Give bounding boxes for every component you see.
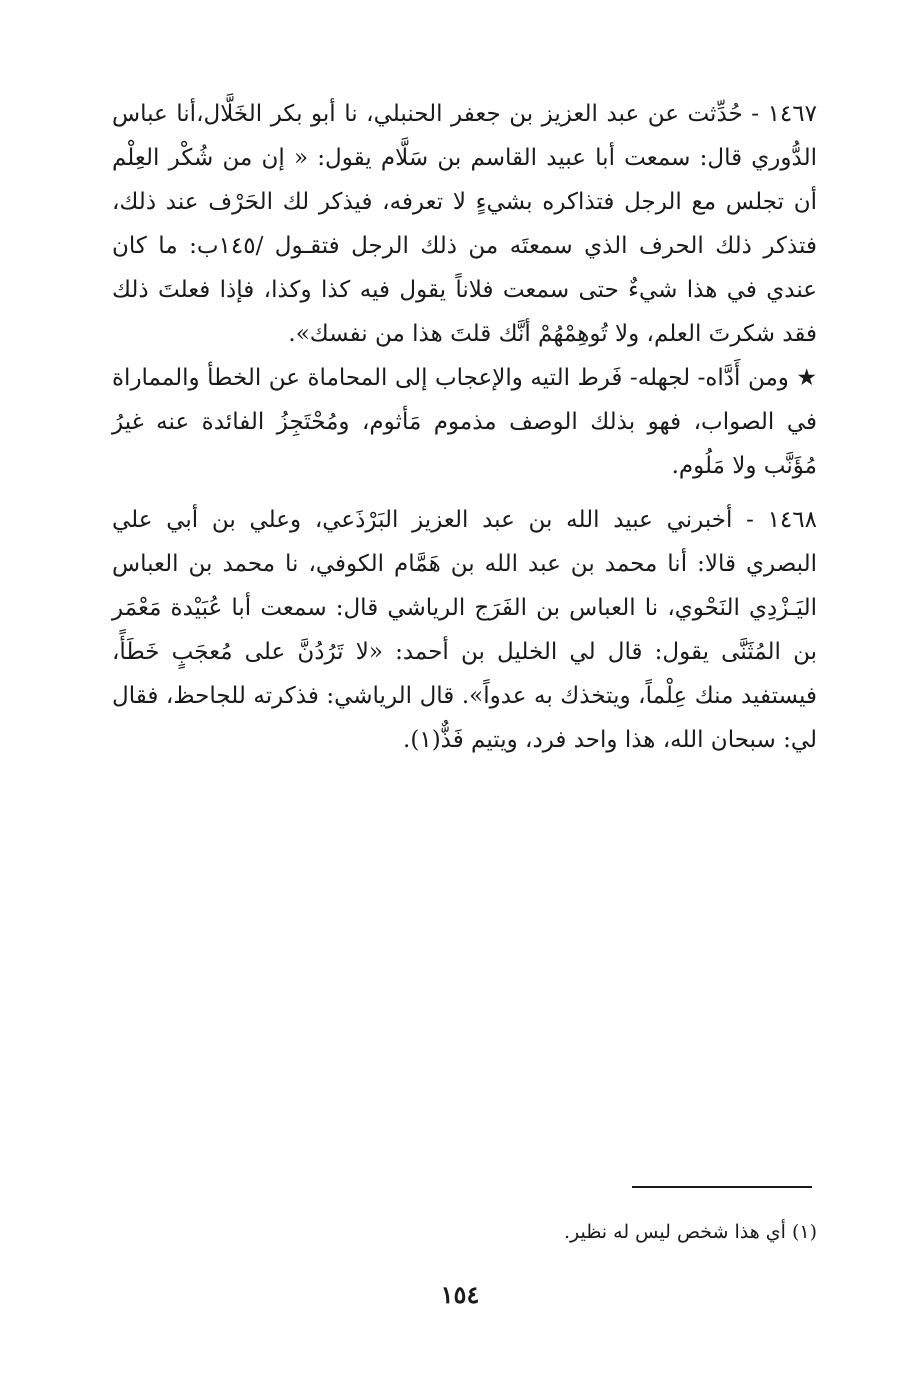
paragraph-1468: ١٤٦٨ - أخبرني عبيد الله بن عبد العزيز البَرْذَعي، وعلي بن أبي علي البصري قالا: أنا محمد بن عبد الله بن هَمَّام الكوفي، نا محمد بن العباس اليَـزْدِي النَحْوي، نا العباس بن الفَرَج الرياشي قال: سمعت أبا عُبَيْدة مَعْمَر بن المُثَنَّى يقول: قال لي الخليل بن أحمد: «لا تَرُدُنَّ على مُعجَبٍ خَطَأً، فيستفيد منك عِلْماً، ويتخذك به عدواً». قال الرياشي: فذكرته للجاحظ، فقال لي: سبحان الله، هذا واحد فرد، ويتيم فَذٌّ(١). [112,507,817,753]
footnote: (١) أي هذا شخص ليس له نظير. [563,1221,817,1243]
footnote-divider [632,1186,812,1188]
paragraph-commentary: ★ ومن أَدَّاه- لجهله- فَرط التيه والإعجاب إلى المحاماة عن الخطأ والمماراة في الصواب، فهو بذلك الوصف مذموم مَأثوم، ومُحْتَجِزُ الفائدة عنه غيرُ مُؤَنَّب ولا مَلُوم. [112,365,817,479]
paragraph-1467: ١٤٦٧ - حُدِّثت عن عبد العزيز بن جعفر الحنبلي، نا أبو بكر الخَلَّال،أنا عباس الدُّوري قال: سمعت أبا عبيد القاسم بن سَلَّام يقول: « إن من شُكْر العِلْم أن تجلس مع الرجل فتذاكره بشيءٍ لا تعرفه، فيذكر لك الحَرْف عند ذلك، فتذكر ذلك الحرف الذي سمعتَه من ذلك الرجل فتقـول /١٤٥ب: ما كان عندي في هذا شيءٌ حتى سمعت فلاناً يقول فيه كذا وكذا، فإذا فعلتَ ذلك فقد شكرتَ العلم، ولا تُوهِمْهُمْ أنَّك قلتَ هذا من نفسك». [112,101,817,347]
page-number: ١٥٤ [440,1280,480,1309]
